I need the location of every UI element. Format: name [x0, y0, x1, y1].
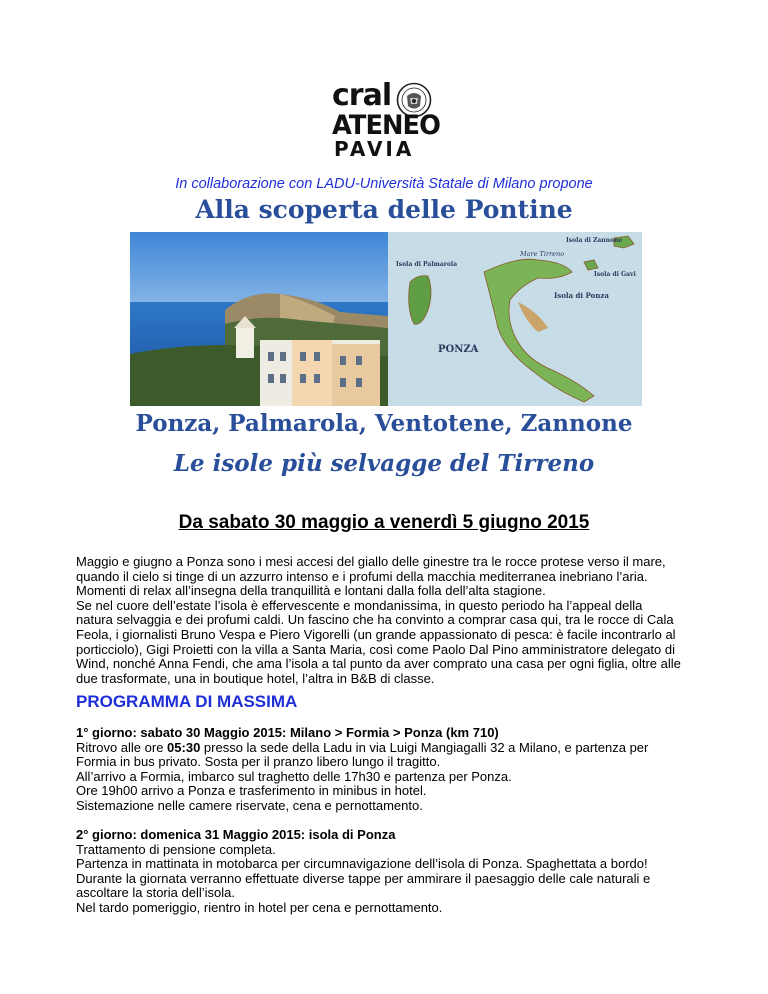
day-1-line: Ore 19h00 arrivo a Ponza e trasferimento in minibus in hotel.: [76, 783, 427, 799]
day-2-line: Durante la giornata verranno effettuate diverse tappe per ammirare il paesaggio delle cale naturali e: [76, 870, 651, 886]
intro-line: Wind, nonché Anna Fendi, che ama l’isola a tal punto da aver comprato una casa per ogni figlia, oltre alle: [76, 656, 681, 672]
cral-ateneo-logo: [328, 80, 440, 160]
islands-heading: Ponza, Palmarola, Ventotene, Zannone: [135, 410, 633, 437]
intro-paragraph: [76, 555, 696, 686]
intro-line: Momenti di relax all’insegna della tranquillità e lontani dalla folla dell’alta stagione.: [76, 583, 546, 599]
collaboration-line: In collaborazione con LADU-Università Statale di Milano propone: [175, 176, 593, 192]
pontine-islands-map: [388, 232, 642, 406]
intro-line: Maggio e giugno a Ponza sono i mesi accesi del giallo delle ginestre tra le rocce protese verso il mare,: [76, 554, 666, 569]
programme-heading: PROGRAMMA DI MASSIMA: [76, 692, 298, 711]
day-1-line: Sistemazione nelle camere riservate, cena e pernottamento.: [76, 797, 423, 813]
intro-line: Feola, i giornalisti Bruno Vespa e Piero Vigorelli (un grande appassionato di pesca: è facile incontrarlo al: [76, 626, 676, 642]
day-2-section: [76, 828, 696, 916]
intro-line: Se nel cuore dell’estate l’isola è effervescente e mondanissima, in questo periodo ha l’appeal della: [76, 597, 643, 613]
trip-dates: Da sabato 30 maggio a venerdì 5 giugno 2015: [178, 512, 590, 533]
intro-line: quando il cielo si tinge di un azzurro intenso e i profumi della macchia mediterranea inebriano l’aria.: [76, 568, 648, 584]
day-2-line: Nel tardo pomeriggio, rientro in hotel per cena e pernottamento.: [76, 899, 443, 915]
day-2-line: ascoltare la storia dell’isola.: [76, 885, 235, 901]
intro-line: porticciolo), Gigi Proietti con la villa a Santa Maria, così come Paolo Dal Pino amministratore delegato di: [76, 641, 675, 657]
page-title: Alla scoperta delle Pontine: [195, 195, 573, 224]
logo-pavia-text: PAVIA: [334, 137, 415, 161]
day-1-line: All’arrivo a Formia, imbarco sul traghetto delle 17h30 e partenza per Ponza.: [76, 768, 512, 784]
logo-ateneo-text: ATENEO: [332, 110, 440, 141]
logo-cral-text: cral: [332, 78, 392, 113]
map-label-palmarola: Isola di Palmarola: [396, 261, 458, 268]
intro-line: natura selvaggia e dei profumi caldi. Un fascino che ha convinto a comprar casa qui, tra le rocce di Cala: [76, 612, 674, 628]
meeting-time: 05:30: [167, 739, 201, 755]
map-label-ponza: PONZA: [438, 344, 479, 355]
ponza-landscape-photo: [130, 232, 388, 406]
map-label-ponza-island: Isola di Ponza: [554, 291, 609, 300]
day-2-title: 2° giorno: domenica 31 Maggio 2015: isola di Ponza: [76, 827, 396, 842]
day-1-section: [76, 726, 696, 814]
day-1-title: 1° giorno: sabato 30 Maggio 2015: Milano > Formia > Ponza (km 710): [76, 725, 499, 740]
intro-line: due trasformate, una in boutique hotel, l’altra in B&B di classe.: [76, 670, 435, 686]
day-2-line: Trattamento di pensione completa.: [76, 841, 276, 857]
map-label-zannone: Isola di Zannone: [566, 237, 623, 244]
day-2-line: Partenza in mattinata in motobarca per circumnavigazione dell’isola di Ponza. Spaghettata a bordo!: [76, 856, 648, 872]
day-1-line: Formia in bus privato. Sosta per il pranzo libero lungo il tragitto.: [76, 754, 441, 770]
map-label-gavi: Isola di Gavi: [594, 271, 636, 278]
map-label-mare: Mare Tirreno: [520, 250, 565, 258]
islands-subheading: Le isole più selvagge del Tirreno: [173, 450, 595, 477]
day-1-line: Ritrovo alle ore 05:30 presso la sede della Ladu in via Luigi Mangiagalli 32 a Milano, e partenza per: [76, 739, 649, 755]
